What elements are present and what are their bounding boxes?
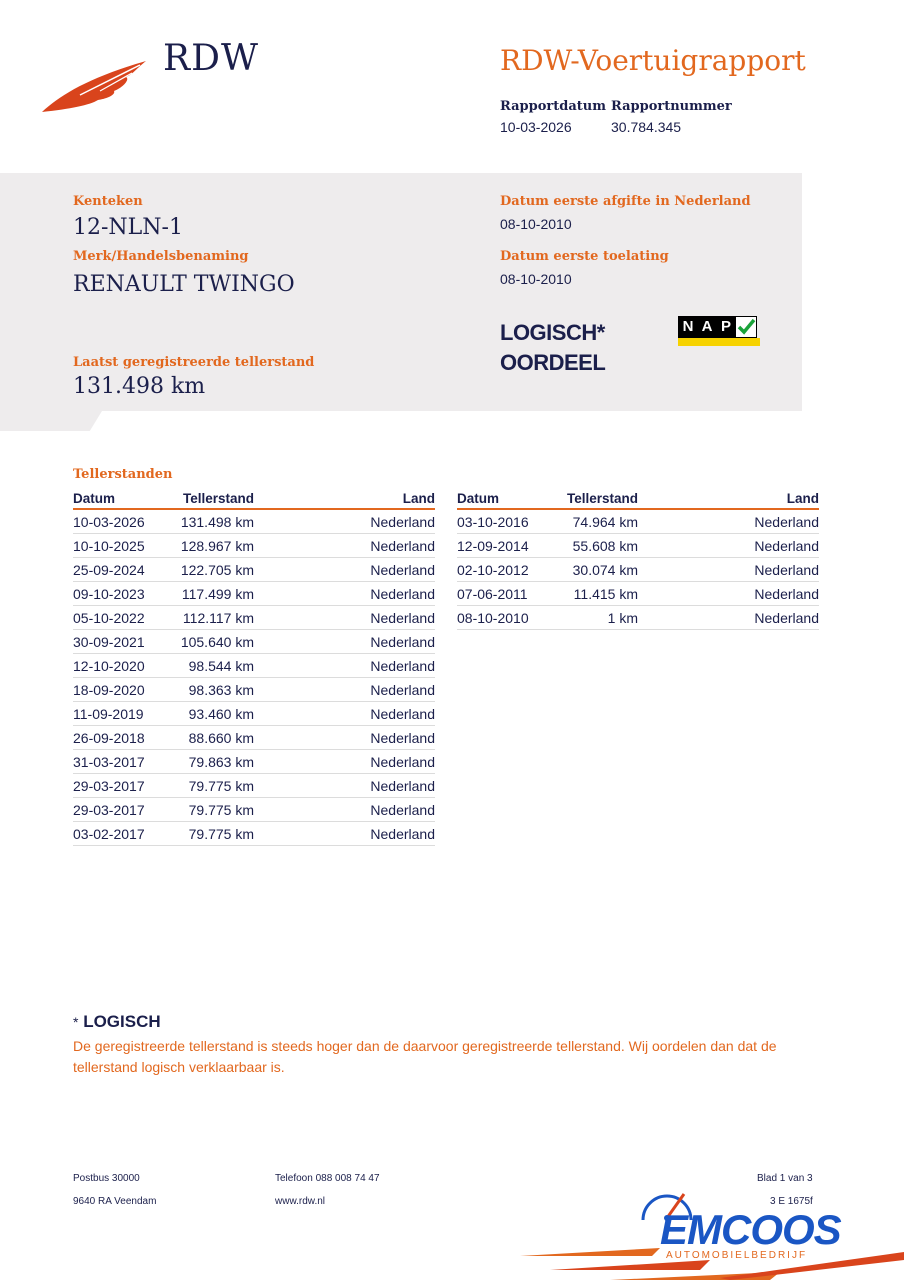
reading-date: 12-09-2014 xyxy=(457,534,563,558)
table-row xyxy=(73,534,435,558)
reading-land: Nederland xyxy=(254,702,435,726)
logo-text: RDW xyxy=(163,38,259,79)
reading-land: Nederland xyxy=(254,750,435,774)
table-row xyxy=(73,654,435,678)
table-row xyxy=(73,774,435,798)
check-icon xyxy=(735,316,757,338)
reading-date: 11-09-2019 xyxy=(73,702,179,726)
reading-km: 11.415 km xyxy=(563,582,638,606)
verdict xyxy=(500,318,605,378)
reading-date: 12-10-2020 xyxy=(73,654,179,678)
table-row xyxy=(73,702,435,726)
reading-land: Nederland xyxy=(638,509,819,534)
footer-phone: Telefoon 088 008 74 47 xyxy=(275,1173,380,1184)
reading-date: 03-02-2017 xyxy=(73,822,179,846)
odometer-label: Laatst geregistreerde tellerstand xyxy=(73,355,315,370)
reading-date: 31-03-2017 xyxy=(73,750,179,774)
header-km: Tellerstand xyxy=(179,488,254,509)
reading-date: 10-10-2025 xyxy=(73,534,179,558)
reading-km: 88.660 km xyxy=(179,726,254,750)
nap-underline xyxy=(678,338,760,346)
reading-date: 03-10-2016 xyxy=(457,509,563,534)
make-label: Merk/Handelsbenaming xyxy=(73,249,249,264)
footnote-star: * xyxy=(73,1014,79,1030)
reading-land: Nederland xyxy=(254,534,435,558)
reading-date: 29-03-2017 xyxy=(73,798,179,822)
reading-km: 98.363 km xyxy=(179,678,254,702)
rdw-logo-icon xyxy=(40,55,150,115)
first-issue-value: 08-10-2010 xyxy=(500,216,572,232)
report-date: 10-03-2026 xyxy=(500,119,572,135)
table-row xyxy=(457,534,819,558)
reading-km: 131.498 km xyxy=(179,509,254,534)
reading-land: Nederland xyxy=(638,606,819,630)
readings-table-left xyxy=(73,488,435,846)
footer-city: 9640 RA Veendam xyxy=(73,1196,157,1207)
table-row xyxy=(73,558,435,582)
nap-letter-a: A xyxy=(697,316,717,338)
reading-km: 79.775 km xyxy=(179,774,254,798)
report-date-label: Rapportdatum xyxy=(500,99,606,114)
reading-date: 09-10-2023 xyxy=(73,582,179,606)
footnote-title xyxy=(73,1012,161,1032)
reading-date: 30-09-2021 xyxy=(73,630,179,654)
reading-km: 98.544 km xyxy=(179,654,254,678)
reading-land: Nederland xyxy=(254,798,435,822)
reading-land: Nederland xyxy=(254,582,435,606)
watermark-brand: EMCOOS xyxy=(660,1206,841,1253)
table-row xyxy=(73,822,435,846)
header-date: Datum xyxy=(73,488,179,509)
footer-code: 3 E 1675f xyxy=(770,1196,813,1207)
reading-land: Nederland xyxy=(254,509,435,534)
reading-date: 25-09-2024 xyxy=(73,558,179,582)
plate-value: 12-NLN-1 xyxy=(73,215,183,240)
reading-km: 79.775 km xyxy=(179,798,254,822)
table-row xyxy=(73,726,435,750)
reading-land: Nederland xyxy=(638,582,819,606)
table-row xyxy=(73,798,435,822)
reading-land: Nederland xyxy=(254,726,435,750)
first-admission-label: Datum eerste toelating xyxy=(500,249,669,264)
table-row xyxy=(457,558,819,582)
table-header xyxy=(73,488,435,509)
header-date: Datum xyxy=(457,488,563,509)
table-row xyxy=(457,582,819,606)
reading-date: 29-03-2017 xyxy=(73,774,179,798)
header-km: Tellerstand xyxy=(563,488,638,509)
watermark-tagline: AUTOMOBIELBEDRIJF xyxy=(666,1250,808,1261)
plate-label: Kenteken xyxy=(73,194,143,209)
table-header xyxy=(457,488,819,509)
nap-letter-n: N xyxy=(678,316,698,338)
header-land: Land xyxy=(638,488,819,509)
reading-land: Nederland xyxy=(254,654,435,678)
table-row xyxy=(73,750,435,774)
reading-land: Nederland xyxy=(254,558,435,582)
reading-land: Nederland xyxy=(254,678,435,702)
readings-title: Tellerstanden xyxy=(73,467,173,482)
reading-date: 08-10-2010 xyxy=(457,606,563,630)
report-number: 30.784.345 xyxy=(611,119,682,135)
reading-km: 74.964 km xyxy=(563,509,638,534)
reading-land: Nederland xyxy=(254,822,435,846)
first-admission-value: 08-10-2010 xyxy=(500,271,572,287)
table-row xyxy=(73,678,435,702)
reading-date: 02-10-2012 xyxy=(457,558,563,582)
table-row xyxy=(73,606,435,630)
nap-badge xyxy=(678,316,760,346)
header-land: Land xyxy=(254,488,435,509)
footer-postbus: Postbus 30000 xyxy=(73,1173,140,1184)
reading-km: 79.775 km xyxy=(179,822,254,846)
table-row xyxy=(457,606,819,630)
table-row xyxy=(73,630,435,654)
footnote-title-text: LOGISCH xyxy=(83,1012,161,1031)
reading-km: 30.074 km xyxy=(563,558,638,582)
reading-km: 105.640 km xyxy=(179,630,254,654)
table-row xyxy=(457,509,819,534)
reading-km: 1 km xyxy=(563,606,638,630)
report-number-label: Rapportnummer xyxy=(611,99,732,114)
reading-date: 05-10-2022 xyxy=(73,606,179,630)
reading-km: 128.967 km xyxy=(179,534,254,558)
verdict-line-1: LOGISCH* xyxy=(500,320,605,345)
reading-km: 93.460 km xyxy=(179,702,254,726)
nap-letter-p: P xyxy=(716,316,736,338)
panel-tab xyxy=(0,411,102,431)
reading-land: Nederland xyxy=(638,558,819,582)
reading-km: 112.117 km xyxy=(179,606,254,630)
reading-km: 122.705 km xyxy=(179,558,254,582)
reading-km: 117.499 km xyxy=(179,582,254,606)
reading-date: 10-03-2026 xyxy=(73,509,179,534)
reading-km: 79.863 km xyxy=(179,750,254,774)
report-title: RDW-Voertuigrapport xyxy=(500,44,806,77)
verdict-line-2: OORDEEL xyxy=(500,350,606,375)
reading-land: Nederland xyxy=(254,774,435,798)
odometer-value: 131.498 km xyxy=(73,374,206,399)
reading-date: 26-09-2018 xyxy=(73,726,179,750)
reading-km: 55.608 km xyxy=(563,534,638,558)
reading-land: Nederland xyxy=(254,606,435,630)
readings-table-right xyxy=(457,488,819,630)
footer-page: Blad 1 van 3 xyxy=(757,1173,813,1184)
reading-land: Nederland xyxy=(638,534,819,558)
footnote-text: De geregistreerde tellerstand is steeds hoger dan de daarvoor geregistreerde tellerstand. Wij oordelen dan dat de tellerstand logisch verklaarbaar is. xyxy=(73,1038,777,1075)
reading-date: 18-09-2020 xyxy=(73,678,179,702)
footer-web: www.rdw.nl xyxy=(275,1196,326,1207)
first-issue-label: Datum eerste afgifte in Nederland xyxy=(500,194,751,209)
make-value: RENAULT TWINGO xyxy=(73,272,295,297)
table-row xyxy=(73,582,435,606)
reading-date: 07-06-2011 xyxy=(457,582,563,606)
reading-land: Nederland xyxy=(254,630,435,654)
table-row xyxy=(73,509,435,534)
